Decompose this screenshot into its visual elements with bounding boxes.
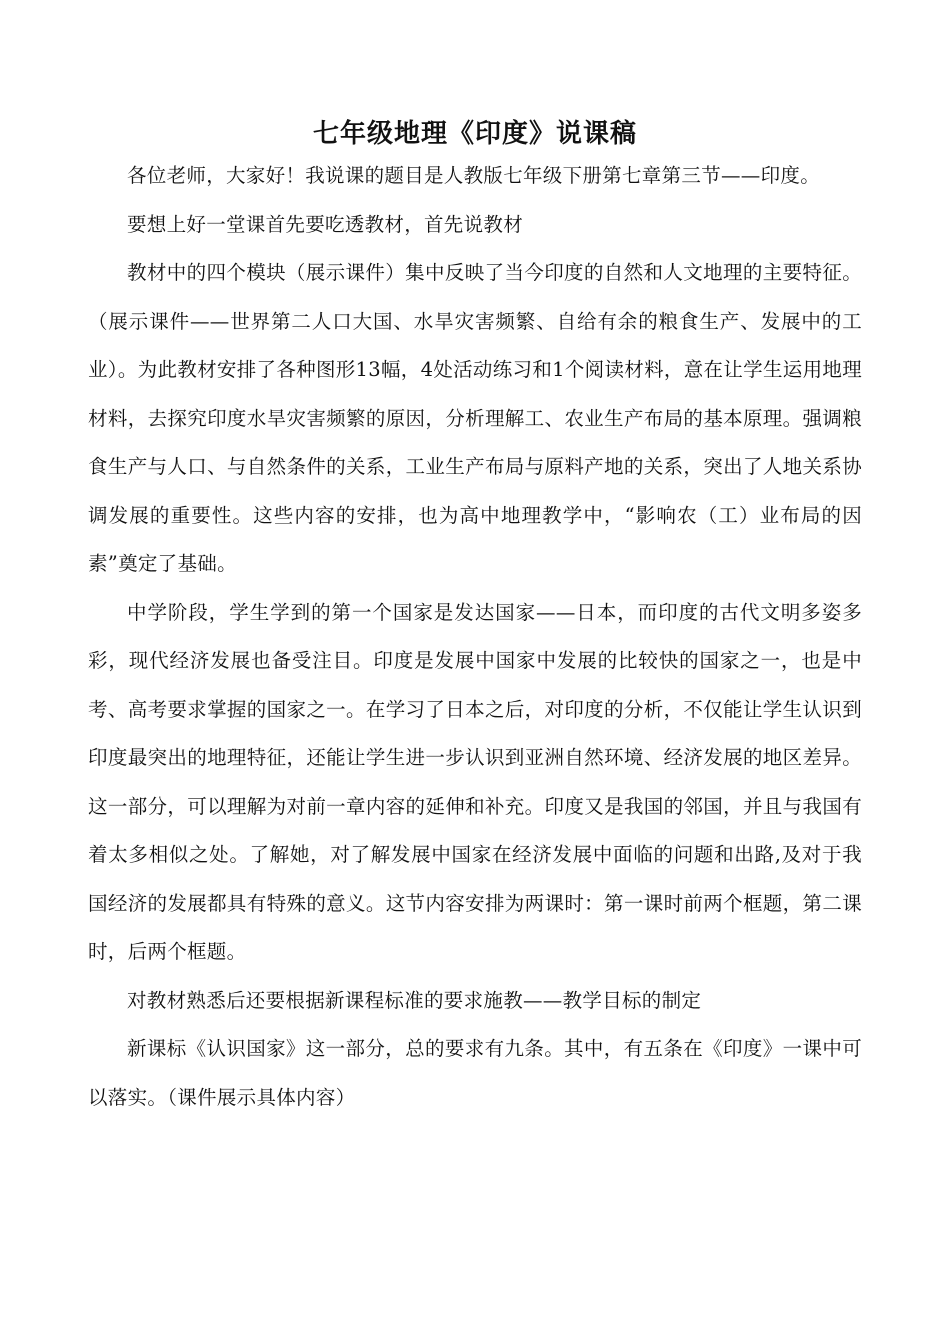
paragraph-textbook-modules: 教材中的四个模块（展示课件）集中反映了当今印度的自然和人文地理的主要特征。（展示课件——世界第二人口大国、水旱灾害频繁、自给有余的粮食生产、发展中的工业）。为此教材安排了各种图形13幅，4处活动练习和1个阅读材料，意在让学生运用地理材料，去探究印度水旱灾害频繁的原因，分析理解工、农业生产布局的基本原理。强调粮食生产与人口、与自然条件的关系，工业生产布局与原料产地的关系，突出了人地关系协调发展的重要性。这些内容的安排，也为高中地理教学中，“影响农（工）业布局的因素”奠定了基础。 xyxy=(88,261,862,575)
paragraph-textbook-intro: 要想上好一堂课首先要吃透教材，首先说教材 xyxy=(127,212,524,236)
document-title: 七年级地理《印度》说课稿 xyxy=(312,119,637,149)
document-body xyxy=(88,152,862,1122)
paragraph-objectives-intro: 对教材熟悉后还要根据新课程标准的要求施教——教学目标的制定 xyxy=(127,988,702,1012)
paragraph-greeting: 各位老师，大家好！我说课的题目是人教版七年级下册第七章第三节——印度。 xyxy=(127,164,821,187)
paragraph-curriculum-standard: 新课标《认识国家》这一部分，总的要求有九条。其中，有五条在《印度》一课中可以落实。（课件展示具体内容） xyxy=(88,1037,862,1109)
paragraph-significance: 中学阶段，学生学到的第一个国家是发达国家——日本，而印度的古代文明多姿多彩，现代经济发展也备受注目。印度是发展中国家中发展的比较快的国家之一，也是中考、高考要求掌握的国家之一。在学习了日本之后，对印度的分析，不仅能让学生认识到印度最突出的地理特征，还能让学生进一步认识到亚洲自然环境、经济发展的地区差异。这一部分，可以理解为对前一章内容的延伸和补充。印度又是我国的邻国，并且与我国有着太多相似之处。了解她，对了解发展中国家在经济发展中面临的问题和出路,及对于我国经济的发展都具有特殊的意义。这节内容安排为两课时：第一课时前两个框题，第二课时，后两个框题。 xyxy=(88,600,862,963)
